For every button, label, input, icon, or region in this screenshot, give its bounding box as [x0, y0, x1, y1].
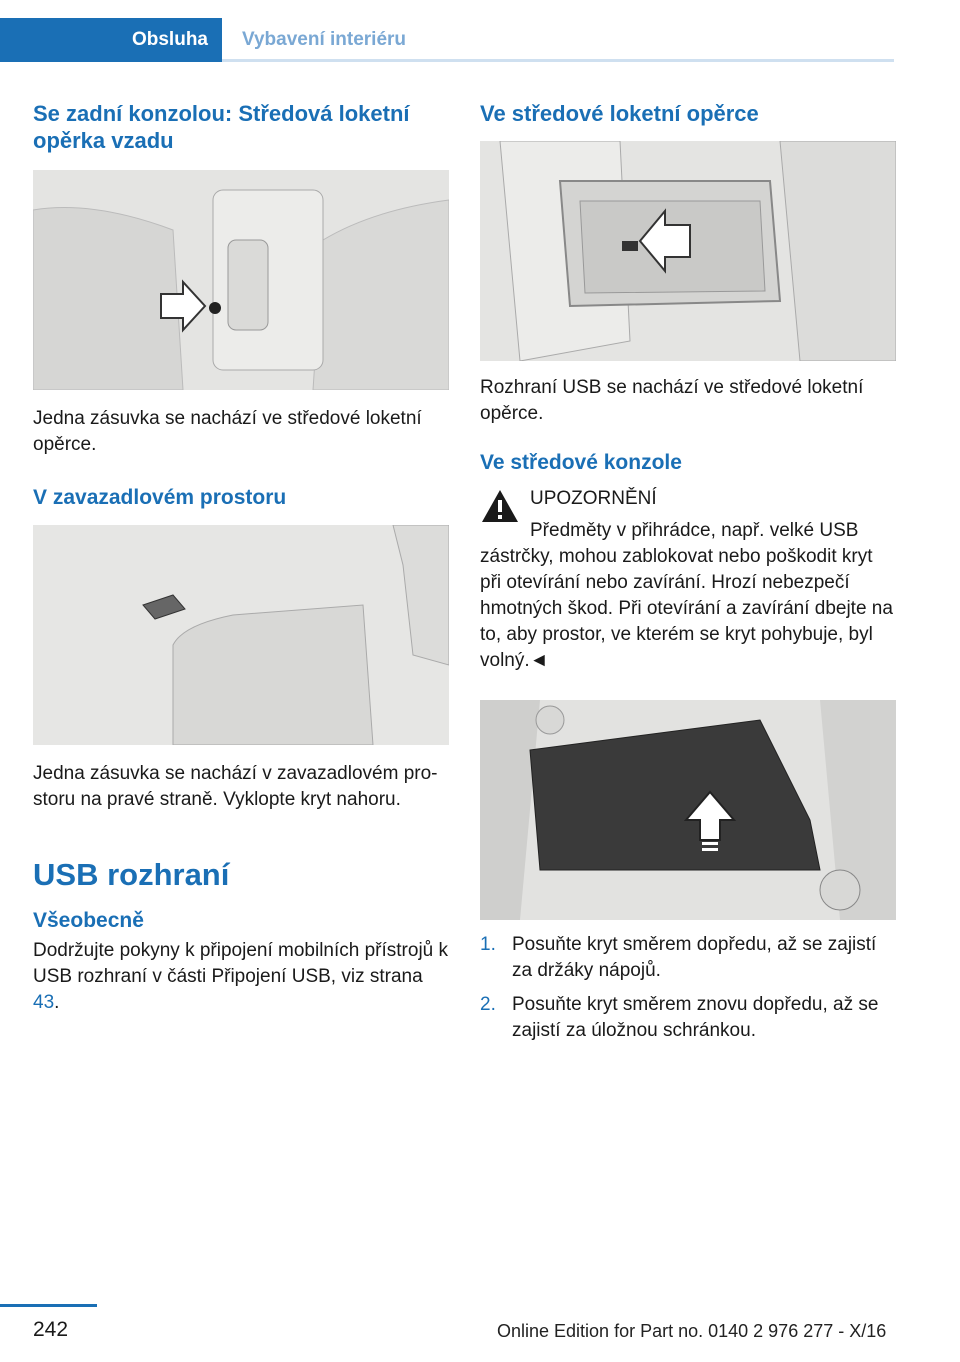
left-column	[33, 100, 449, 1016]
figure-rear-armrest	[33, 170, 449, 390]
right-column	[480, 100, 896, 1052]
text-trunk: Jedna zásuvka se nachází v zavazadlovém prostoru na pravé straně. Vyklopte kryt nahoru.	[33, 763, 438, 810]
text-rear-armrest: Jedna zásuvka se nachází ve středové loketní opěrce.	[33, 408, 422, 455]
heading-general: Všeobecně	[33, 909, 144, 932]
warning-body: Předměty v přihrádce, např. velké USB zástrčky, mohou zablokovat nebo poškodit kryt při otevírání nebo zavírání. Hrozí nebezpečí hmotných škod. Při otevírání a zavírání dbejte na to, aby prostor, ve kterém se kryt pohybuje, byl volný.◄	[480, 520, 893, 671]
page-link-43[interactable]: 43	[33, 992, 55, 1013]
heading-usb: USB rozhraní	[33, 857, 230, 892]
heading-trunk: V zavazadlovém prostoru	[33, 486, 287, 509]
heading-rear-armrest: Se zadní konzolou: Středová loketní opěrka vzadu	[33, 101, 410, 153]
page-number: 242	[33, 1318, 69, 1341]
heading-center-console: Ve středové konzole	[480, 451, 682, 474]
figure-center-armrest	[480, 141, 896, 361]
warning-title: UPOZORNĚNÍ	[530, 488, 657, 509]
tab-vybaveni-interieru[interactable]: Vybavení interiéru	[242, 29, 407, 50]
footer-rule	[0, 1304, 97, 1307]
text-center-armrest: Rozhraní USB se nachází ve středové loketní opěrce.	[480, 377, 864, 424]
text-general: Dodržujte pokyny k připojení mobilních přístrojů k USB rozhraní v části Připojení USB, viz strana 43.	[33, 940, 449, 1013]
warning-box	[480, 486, 896, 674]
tab-obsluha[interactable]: Obsluha	[0, 18, 222, 62]
list-item: 2. Posuňte kryt směrem znovu dopředu, až se zajistí za úložnou schránkou.	[480, 994, 879, 1041]
heading-center-armrest: Ve středové loketní opěrce	[480, 101, 759, 126]
figure-center-console	[480, 700, 896, 920]
figure-trunk	[33, 525, 449, 745]
steps-list	[480, 932, 896, 1044]
list-item: 1. Posuňte kryt směrem dopředu, až se zajistí za držáky nápojů.	[480, 934, 877, 981]
footer-edition: Online Edition for Part no. 0140 2 976 277 - X/16	[497, 1321, 887, 1341]
warning-triangle-icon	[480, 488, 520, 529]
header-rule	[222, 59, 894, 62]
